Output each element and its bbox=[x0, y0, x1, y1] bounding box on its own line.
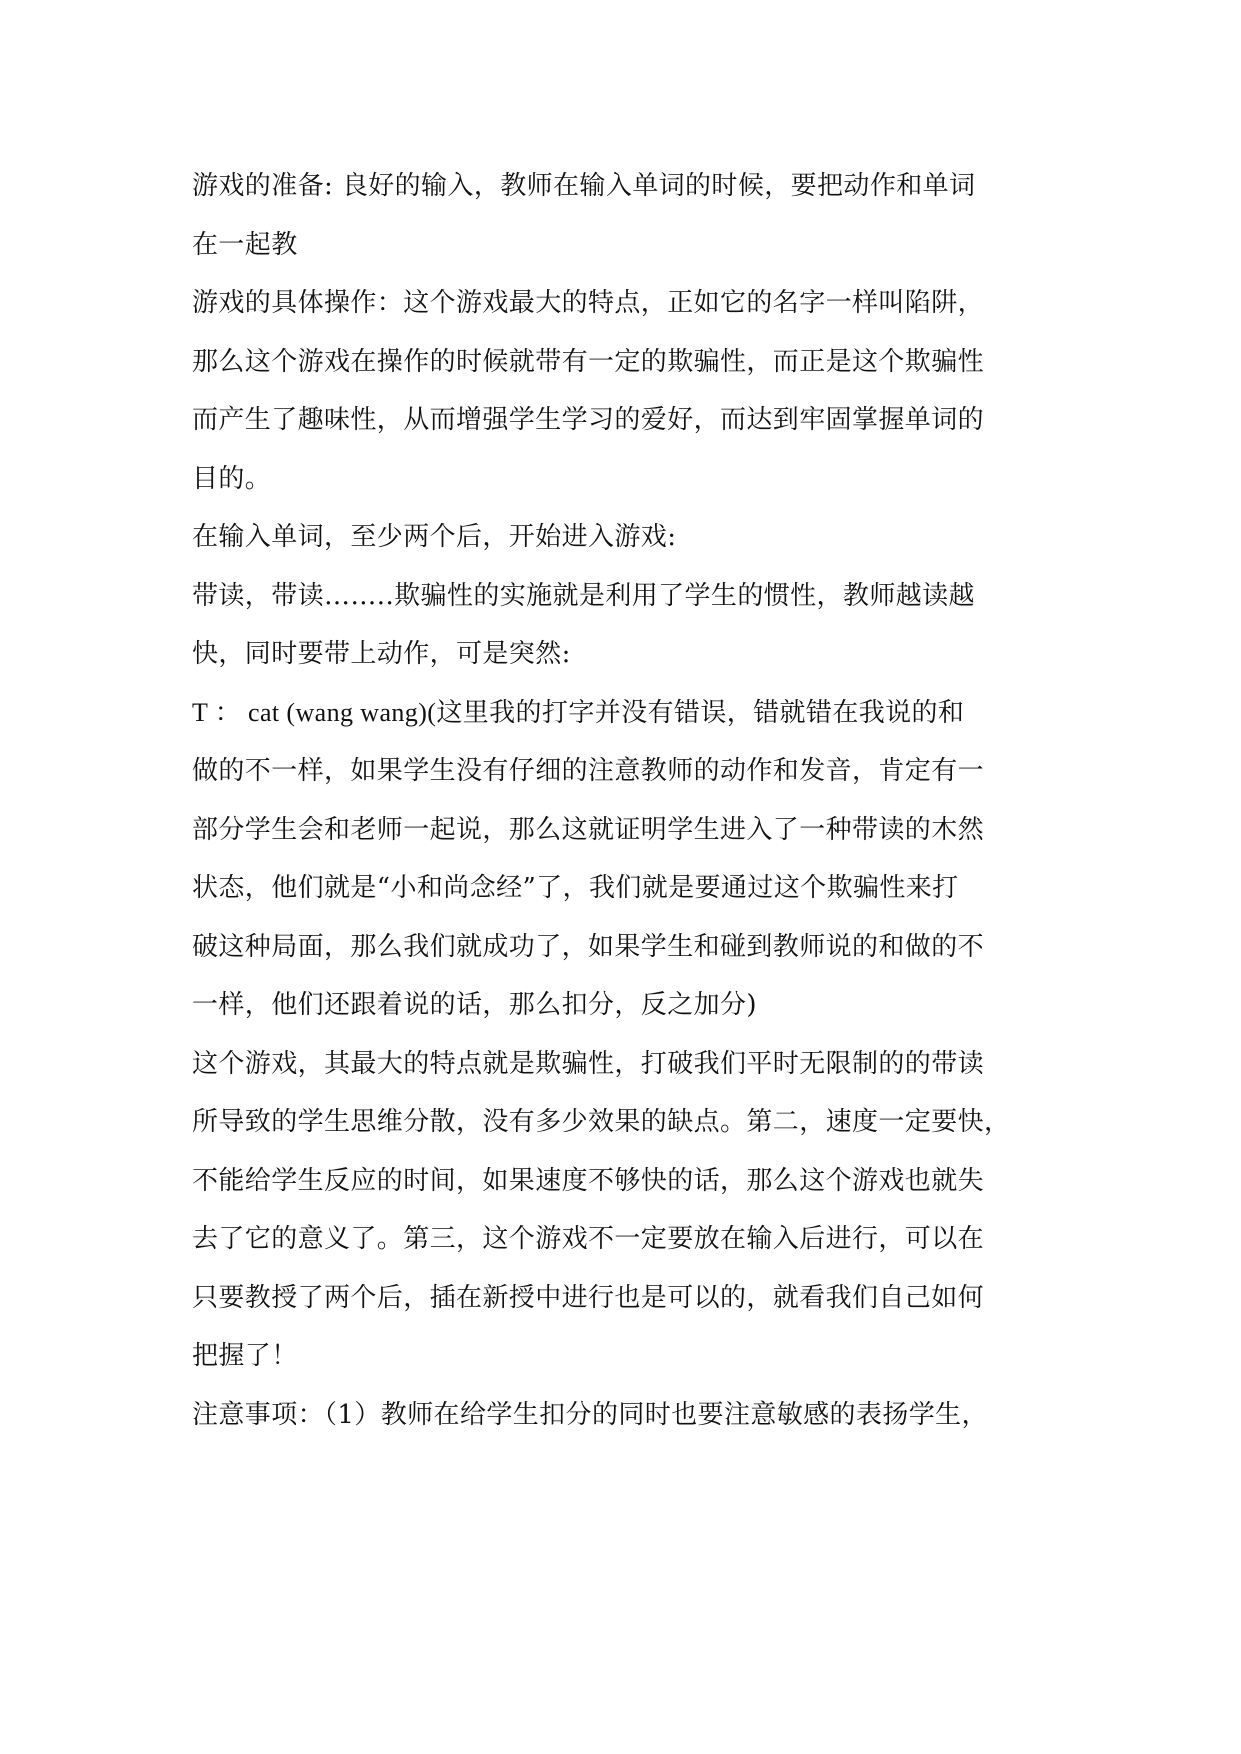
paragraph-line: 带读，带读……..欺骗性的实施就是利用了学生的惯性，教师越读越 bbox=[192, 580, 975, 611]
paragraph-line: 去了它的意义了。第三，这个游戏不一定要放在输入后进行，可以在 bbox=[192, 1224, 985, 1254]
paragraph-line: 状态，他们就是“小和尚念经”了，我们就是要通过这个欺骗性来打 bbox=[192, 873, 959, 903]
paragraph-line: 在输入单词，至少两个后，开始进入游戏: bbox=[192, 522, 677, 552]
paragraph-line: 所导致的学生思维分散，没有多少效果的缺点。第二，速度一定要快， bbox=[192, 1107, 1011, 1137]
paragraph-line: 在一起教 bbox=[192, 229, 298, 260]
paragraph-line: 快，同时要带上动作，可是突然: bbox=[192, 639, 571, 669]
paragraph-line: 部分学生会和老师一起说，那么这就证明学生进入了一种带读的木然 bbox=[192, 814, 985, 845]
paragraph-line: 不能给学生反应的时间，如果速度不够快的话，那么这个游戏也就失 bbox=[192, 1165, 985, 1196]
paragraph-line: 破这种局面，那么我们就成功了，如果学生和碰到教师说的和做的不 bbox=[192, 931, 985, 962]
paragraph-line: 游戏的准备: 良好的输入，教师在输入单词的时候，要把动作和单词 bbox=[192, 171, 976, 201]
paragraph-line: 只要教授了两个后，插在新授中进行也是可以的，就看我们自己如何 bbox=[192, 1282, 985, 1313]
paragraph-line: T ： cat (wang wang)(这里我的打字并没有错误，错就错在我说的和 bbox=[192, 697, 965, 727]
paragraph-line: 做的不一样，如果学生没有仔细的注意教师的动作和发音，肯定有一 bbox=[192, 756, 985, 786]
paragraph-line: 那么这个游戏在操作的时候就带有一定的欺骗性，而正是这个欺骗性 bbox=[192, 346, 985, 377]
paragraph-line: 游戏的具体操作：这个游戏最大的特点，正如它的名字一样叫陷阱， bbox=[192, 288, 985, 318]
paragraph-line: 这个游戏，其最大的特点就是欺骗性，打破我们平时无限制的的带读 bbox=[192, 1048, 985, 1079]
paragraph-line: 而产生了趣味性，从而增强学生学习的爱好，而达到牢固掌握单词的 bbox=[192, 405, 985, 435]
paragraph-line: 把握了！ bbox=[192, 1341, 298, 1371]
paragraph-line: 注意事项：（1）教师在给学生扣分的同时也要注意敏感的表扬学生， bbox=[192, 1399, 988, 1430]
paragraph-line: 目的。 bbox=[192, 463, 272, 494]
document-body bbox=[192, 157, 1062, 1444]
paragraph-line: 一样，他们还跟着说的话，那么扣分，反之加分) bbox=[192, 990, 757, 1020]
